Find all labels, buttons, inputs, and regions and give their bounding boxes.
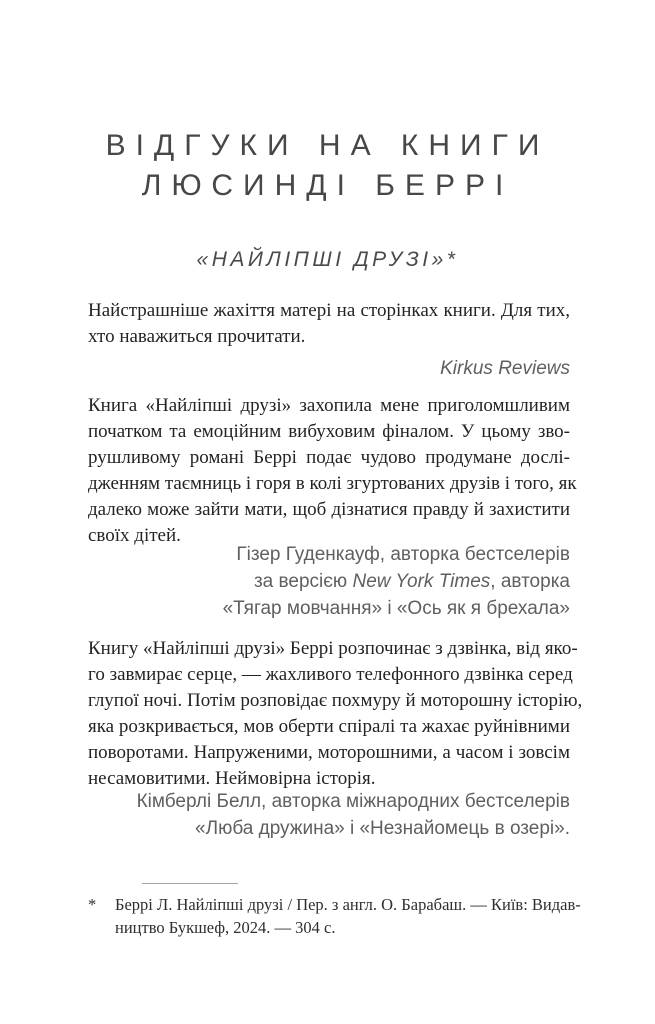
review-attribution-3 <box>88 788 570 842</box>
page-title <box>0 126 655 206</box>
attribution-line: Гізер Гуденкауф, авторка бестселерів <box>236 544 570 565</box>
publication-name: New York Times <box>352 571 491 592</box>
attribution-line: Кімберлі Белл, авторка міжнародних бестселерів <box>136 791 570 812</box>
text-line: дженням таємниць і горя в колі згуртованих друзів і того, як <box>88 473 577 494</box>
text-line: Беррі Л. Найліпші друзі / Пер. з англ. О. Барабаш. — Київ: Видав- <box>115 895 581 914</box>
attribution-line <box>88 568 570 595</box>
page-title-line-1: ВІДГУКИ НА КНИГИ <box>105 129 550 162</box>
footnote-divider <box>142 883 238 884</box>
section-heading: «НАЙЛІПШІ ДРУЗІ»* <box>196 248 459 271</box>
text-line: яка розкривається, мов оберти спіралі та жахає руйнівними <box>88 716 570 737</box>
text-line: своїх дітей. <box>88 525 181 546</box>
review-quote-3 <box>88 636 583 792</box>
footnote-text <box>115 893 581 939</box>
footnote-marker: * <box>88 895 97 914</box>
attribution-line: «Тягар мовчання» і «Ось як я брехала» <box>222 598 570 619</box>
attribution-line: Kirkus Reviews <box>440 358 570 379</box>
text-line: Книга «Найліпші друзі» захопила мене приголомшливим <box>88 395 570 416</box>
review-attribution-2 <box>88 541 570 622</box>
text-line: хто наважиться прочитати. <box>88 326 306 347</box>
text-line: ництво Букшеф, 2024. — 304 с. <box>115 918 336 937</box>
attribution-text: за версією <box>253 571 353 592</box>
text-line: Книгу «Найліпші друзі» Беррі розпочинає з дзвінка, від яко- <box>88 638 578 659</box>
text-line: далеко може зайти мати, щоб дізнатися правду й захистити <box>88 499 570 520</box>
footnote <box>88 883 581 939</box>
attribution-line: «Люба дружина» і «Незнайомець в озері». <box>195 818 570 839</box>
text-line: несамовитими. Неймовірна історія. <box>88 768 376 789</box>
text-line: Найстрашніше жахіття матері на сторінках книги. Для тих, <box>88 300 570 321</box>
text-line: рушливому романі Беррі подає чудово продумане дослі- <box>88 447 570 468</box>
review-quote-2 <box>88 393 577 549</box>
review-attribution-1 <box>88 355 570 382</box>
text-line: початком та емоційним вибуховим фіналом. У цьому зво- <box>88 421 570 442</box>
page-title-line-2: ЛЮСИНДІ БЕРРІ <box>141 169 514 202</box>
review-quote-1 <box>88 298 570 350</box>
text-line: поворотами. Напруженими, моторошними, а часом і зовсім <box>88 742 570 763</box>
attribution-text: , авторка <box>490 571 570 592</box>
text-line: го завмирає серце, — жахливого телефонного дзвінка серед <box>88 664 573 685</box>
text-line: глупої ночі. Потім розповідає похмуру й моторошну історію, <box>88 690 583 711</box>
